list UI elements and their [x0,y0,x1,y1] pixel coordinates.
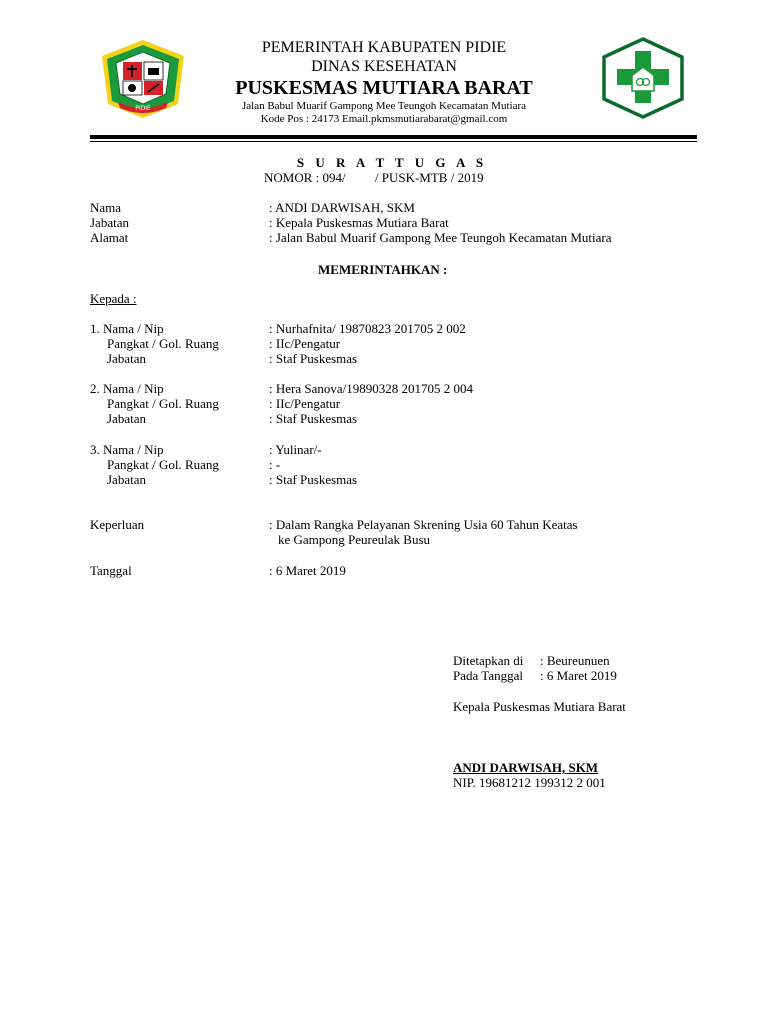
svg-text:PIDIE: PIDIE [135,105,151,112]
pemberi-alamat-label: Alamat [90,230,129,245]
kepada-label: Kepada : [90,291,137,306]
kop-dinas: DINAS KESEHATAN [311,58,457,75]
kop-puskesmas: PUSKESMAS MUTIARA BARAT [235,77,533,99]
document-title: S U R A T T U G A S [296,155,488,170]
penandatangan-nip: NIP. 19681212 199312 2 001 [453,775,606,790]
petugas-3-pangkat-label: Pangkat / Gol. Ruang [107,457,219,472]
petugas-1-jabatan-label: Jabatan [107,351,146,366]
pemberi-nama-label: Nama [90,200,122,215]
petugas-1-pangkat-label: Pangkat / Gol. Ruang [107,336,219,351]
petugas-3-nama-value: : Yulinar/- [269,442,322,457]
keperluan-label: Keperluan [90,517,145,532]
ditetapkan-value: : Beureunuen [540,653,610,668]
petugas-2-pangkat-value: : IIc/Pengatur [269,396,341,411]
pemberi-alamat-value: : Jalan Babul Muarif Gampong Mee Teungoh Kecamatan Mutiara [269,230,612,245]
kop-kode-pos-email: Kode Pos : 24173 Email.pkmsmutiarabarat@gmail.com [260,113,508,125]
document-number: NOMOR : 094/ / PUSK-MTB / 2019 [264,170,484,185]
petugas-2-jabatan-label: Jabatan [107,411,146,426]
kop-divider-thin [90,141,697,142]
petugas-1-pangkat-value: : IIc/Pengatur [269,336,341,351]
tanggal-label: Tanggal [90,563,132,578]
petugas-3-jabatan-value: : Staf Puskesmas [269,472,358,487]
petugas-2-nama-value: : Hera Sanova/19890328 201705 2 004 [269,381,474,396]
petugas-3-pangkat-value: : - [269,457,281,472]
ditetapkan-label: Ditetapkan di [453,653,524,668]
kop-divider-thick [90,135,697,139]
petugas-2-pangkat-label: Pangkat / Gol. Ruang [107,396,219,411]
kop-alamat: Jalan Babul Muarif Gampong Mee Teungoh Kecamatan Mutiara [241,100,527,112]
penandatangan-jabatan: Kepala Puskesmas Mutiara Barat [453,699,626,714]
pada-tanggal-label: Pada Tanggal [453,668,523,683]
petugas-1-nama-value: : Nurhafnita/ 19870823 201705 2 002 [269,321,466,336]
pemberi-jabatan-value: : Kepala Puskesmas Mutiara Barat [269,215,449,230]
tanggal-value: : 6 Maret 2019 [269,563,346,578]
petugas-1-nama-label: 1. Nama / Nip [90,321,164,336]
petugas-3-nama-label: 3. Nama / Nip [90,442,164,457]
pemberi-jabatan-label: Jabatan [90,215,129,230]
petugas-1-jabatan-value: : Staf Puskesmas [269,351,358,366]
keperluan-line-2: ke Gampong Peureulak Busu [278,532,431,547]
pemberi-nama-value: : ANDI DARWISAH, SKM [269,200,415,215]
memerintahkan-heading: MEMERINTAHKAN : [318,262,448,277]
petugas-2-nama-label: 2. Nama / Nip [90,381,164,396]
pada-tanggal-value: : 6 Maret 2019 [540,668,617,683]
petugas-2-jabatan-value: : Staf Puskesmas [269,411,358,426]
petugas-3-jabatan-label: Jabatan [107,472,146,487]
penandatangan-nama: ANDI DARWISAH, SKM [453,760,599,775]
keperluan-line-1: : Dalam Rangka Pelayanan Skrening Usia 60 Tahun Keatas [269,517,578,532]
kop-pemerintah: PEMERINTAH KABUPATEN PIDIE [261,39,507,56]
